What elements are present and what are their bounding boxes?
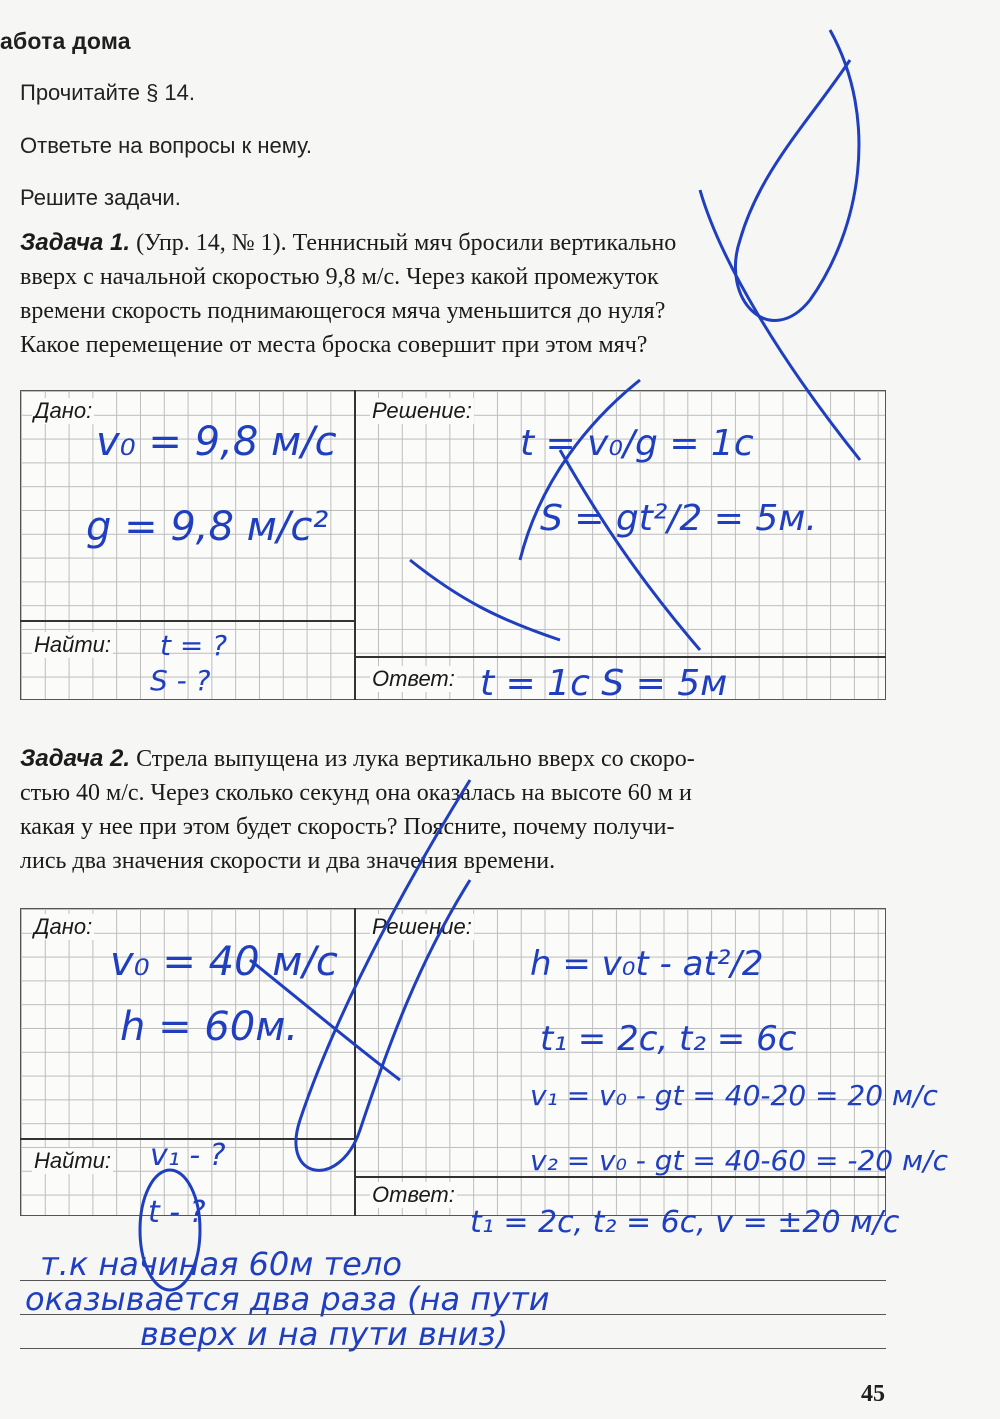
task1-grid-divider [354,390,356,700]
instruction-solve: Решите задачи. [20,185,181,210]
task1-given-label: Дано: [34,398,93,423]
ruled-line [20,1280,886,1281]
task2-grid [20,908,886,1216]
task1-find-separator [20,620,356,622]
hw-task1-answer: t = 1с S = 5м [480,663,728,704]
hw-task1-find-1: t = ? [160,629,228,662]
hw-task1-solution-2: S = gt²/2 = 5м. [540,498,817,539]
hw-task1-given-1: v₀ = 9,8 м/с [96,419,337,465]
task2-line: Стрела выпущена из лука вертикально вверх со скоро- [136,746,695,772]
hw-task2-find-1: v₁ - ? [150,1138,226,1173]
hw-task2-solution-4: v₂ = v₀ - gt = 40-60 = -20 м/с [530,1144,948,1177]
task1-line: Какое перемещение от места броска совершит при этом мяч? [20,332,648,358]
task2-line: какая у нее при этом будет скорость? Поясните, почему получи- [20,814,675,840]
task2-line: стью 40 м/с. Через сколько секунд она оказалась на высоте 60 м и [20,780,692,806]
task2-text [20,742,888,878]
task1-grid [20,390,886,700]
hw-task2-solution-2: t₁ = 2с, t₂ = 6с [540,1019,797,1059]
task2-line: лись два значения скорости и два значения времени. [20,848,556,874]
section-title: абота дома [0,28,131,54]
task1-line: вверх с начальной скоростью 9,8 м/с. Через какой промежуток [20,264,659,290]
task2-grid-divider [354,908,356,1216]
hw-task2-solution-1: h = v₀t - at²/2 [530,944,764,984]
task2-label: Задача 2. [20,745,131,772]
task2-given-label: Дано: [34,914,93,939]
ruled-line [20,1314,886,1315]
hw-task2-given-1: v₀ = 40 м/с [110,939,338,985]
task1-label: Задача 1. [20,229,131,256]
hw-task2-find-2: t - ? [148,1195,206,1230]
task2-find-label: Найти: [34,1148,112,1173]
hw-task1-solution-1: t = v₀/g = 1с [520,423,754,464]
hw-task2-explanation-1: т.к начиная 60м тело [40,1245,402,1283]
hw-task2-solution-3: v₁ = v₀ - gt = 40-20 = 20 м/с [530,1079,938,1112]
hw-task2-explanation-2: оказывается два раза (на пути [25,1280,550,1318]
task1-answer-separator [354,656,886,658]
task1-line: времени скорость поднимающегося мяча уменьшится до нуля? [20,298,666,324]
task2-solution-label: Решение: [372,914,472,939]
instruction-read: Прочитайте § 14. [20,80,196,105]
hw-task2-explanation-3: вверх и на пути вниз) [140,1315,509,1353]
page-number: 45 [861,1381,885,1407]
task2-answer-separator [354,1176,886,1178]
task1-line: (Упр. 14, № 1). Теннисный мяч бросили вертикально [136,230,677,256]
task1-text [20,226,888,362]
ruled-line [20,1348,886,1349]
task2-find-separator [20,1138,356,1140]
hw-task2-answer: t₁ = 2с, t₂ = 6с, v = ±20 м/с [470,1205,900,1240]
task1-solution-label: Решение: [372,398,472,423]
task1-answer-label: Ответ: [372,666,455,691]
instruction-answer: Ответьте на вопросы к нему. [20,133,313,158]
task2-answer-label: Ответ: [372,1182,455,1207]
hw-task1-given-2: g = 9,8 м/с² [86,504,329,550]
hw-task2-given-2: h = 60м. [120,1004,299,1050]
task1-find-label: Найти: [34,632,112,657]
hw-task1-find-2: S - ? [150,664,211,697]
